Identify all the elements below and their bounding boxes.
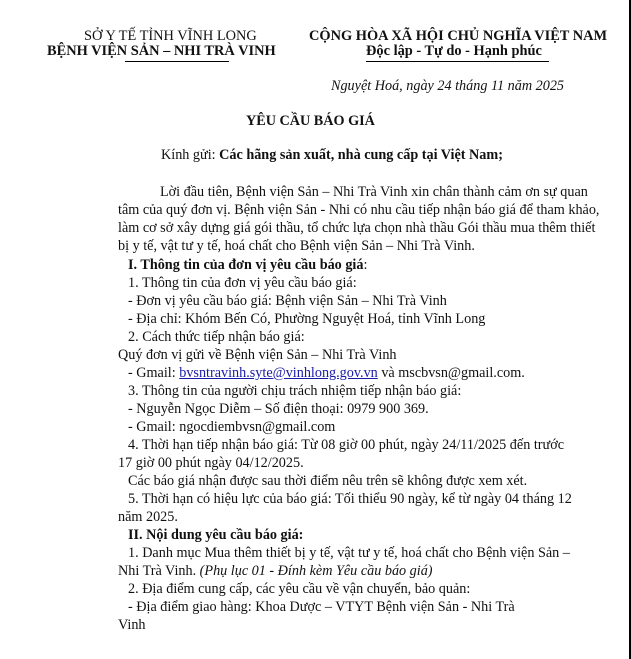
section2-item2: 2. Địa điểm cung cấp, các yêu cầu về vận chuyển, bảo quản: [128,581,471,597]
dateline: Nguyệt Hoá, ngày 24 tháng 11 năm 2025 [331,78,565,94]
section2-delivery-line1: - Địa điểm giao hàng: Khoa Dược – VTYT Bệnh viện Sản - Nhi Trà [128,599,515,615]
section1-contact: - Nguyễn Ngọc Diễm – Số điện thoại: 0979 900 369. [128,401,429,417]
intro-line-3: làm cơ sở xây dựng giá gói thầu, tổ chức lựa chọn nhà thầu Gói thầu mua thêm thiết [118,220,596,236]
section1-heading-colon: : [363,257,368,273]
section1-heading-text: I. Thông tin của đơn vị yêu cầu báo giá [128,257,364,273]
gmail-suffix: và mscbvsn@gmail.com. [377,365,525,381]
section2-heading: II. Nội dung yêu cầu báo giá: [128,527,304,543]
document-title: YÊU CẦU BÁO GIÁ [246,113,375,129]
section1-heading [128,256,367,274]
recipient-name: Các hãng sản xuất, nhà cung cấp tại Việt Nam; [219,147,503,163]
recipient-line [161,146,503,164]
intro-line-2: tâm của quý đơn vị. Bệnh viện Sản - Nhi có nhu cầu tiếp nhận báo giá để tham khảo, [118,202,600,218]
section1-unit: - Đơn vị yêu cầu báo giá: Bệnh viện Sản – Nhi Trà Vinh [128,293,447,309]
header-right-underline [366,61,549,62]
header-motto: Độc lập - Tự do - Hạnh phúc [366,43,542,59]
section1-address: - Địa chỉ: Khóm Bến Có, Phường Nguyệt Hoá, tỉnh Vĩnh Long [128,311,486,327]
section1-late-note: Các báo giá nhận được sau thời điểm nêu trên sẽ không được xem xét. [128,473,528,489]
section1-item5-line1: 5. Thời hạn có hiệu lực của báo giá: Tối thiểu 90 ngày, kể từ ngày 04 tháng 12 [128,491,572,507]
section1-item4-line2: 17 giờ 00 phút ngày 04/12/2025. [118,455,304,471]
section1-send-to: Quý đơn vị gửi về Bệnh viện Sản – Nhi Trà Vinh [118,347,397,363]
section2-item1-line1: 1. Danh mục Mua thêm thiết bị y tế, vật tư y tế, hoá chất cho Bệnh viện Sản – [128,545,570,561]
section1-item4-line1: 4. Thời hạn tiếp nhận báo giá: Từ 08 giờ 00 phút, ngày 24/11/2025 đến trước [128,437,564,453]
recipient-prefix: Kính gửi: [161,147,220,163]
header-left-underline [125,61,229,62]
intro-line-4: bị y tế, vật tư y tế, hoá chất cho Bệnh viện Sản – Nhi Trà Vinh. [118,238,475,254]
section2-delivery-line2: Vinh [118,617,146,633]
section1-item3: 3. Thông tin của người chịu trách nhiệm tiếp nhận báo giá: [128,383,462,399]
section1-item1: 1. Thông tin của đơn vị yêu cầu báo giá: [128,275,357,291]
section2-item1-line2 [118,562,433,580]
gmail-prefix: - Gmail: [128,365,180,381]
section2-item1-appendix: (Phụ lục 01 - Đính kèm Yêu cầu báo giá) [199,563,433,579]
section1-contact-gmail: - Gmail: ngocdiembvsn@gmail.com [128,419,336,435]
section1-gmail-line [128,364,525,382]
gmail-link[interactable]: bvsntravinh.syte@vinhlong.gov.vn [179,365,378,381]
section1-item5-line2: năm 2025. [118,509,178,525]
header-hospital: BỆNH VIỆN SẢN – NHI TRÀ VINH [47,43,276,59]
header-department: SỞ Y TẾ TỈNH VĨNH LONG [84,28,257,44]
section1-item2: 2. Cách thức tiếp nhận báo giá: [128,329,305,345]
intro-line-1: Lời đầu tiên, Bệnh viện Sản – Nhi Trà Vinh xin chân thành cảm ơn sự quan [160,184,588,200]
section2-item1-plain: Nhi Trà Vinh. [118,563,200,579]
header-republic: CỘNG HÒA XÃ HỘI CHỦ NGHĨA VIỆT NAM [309,28,608,44]
